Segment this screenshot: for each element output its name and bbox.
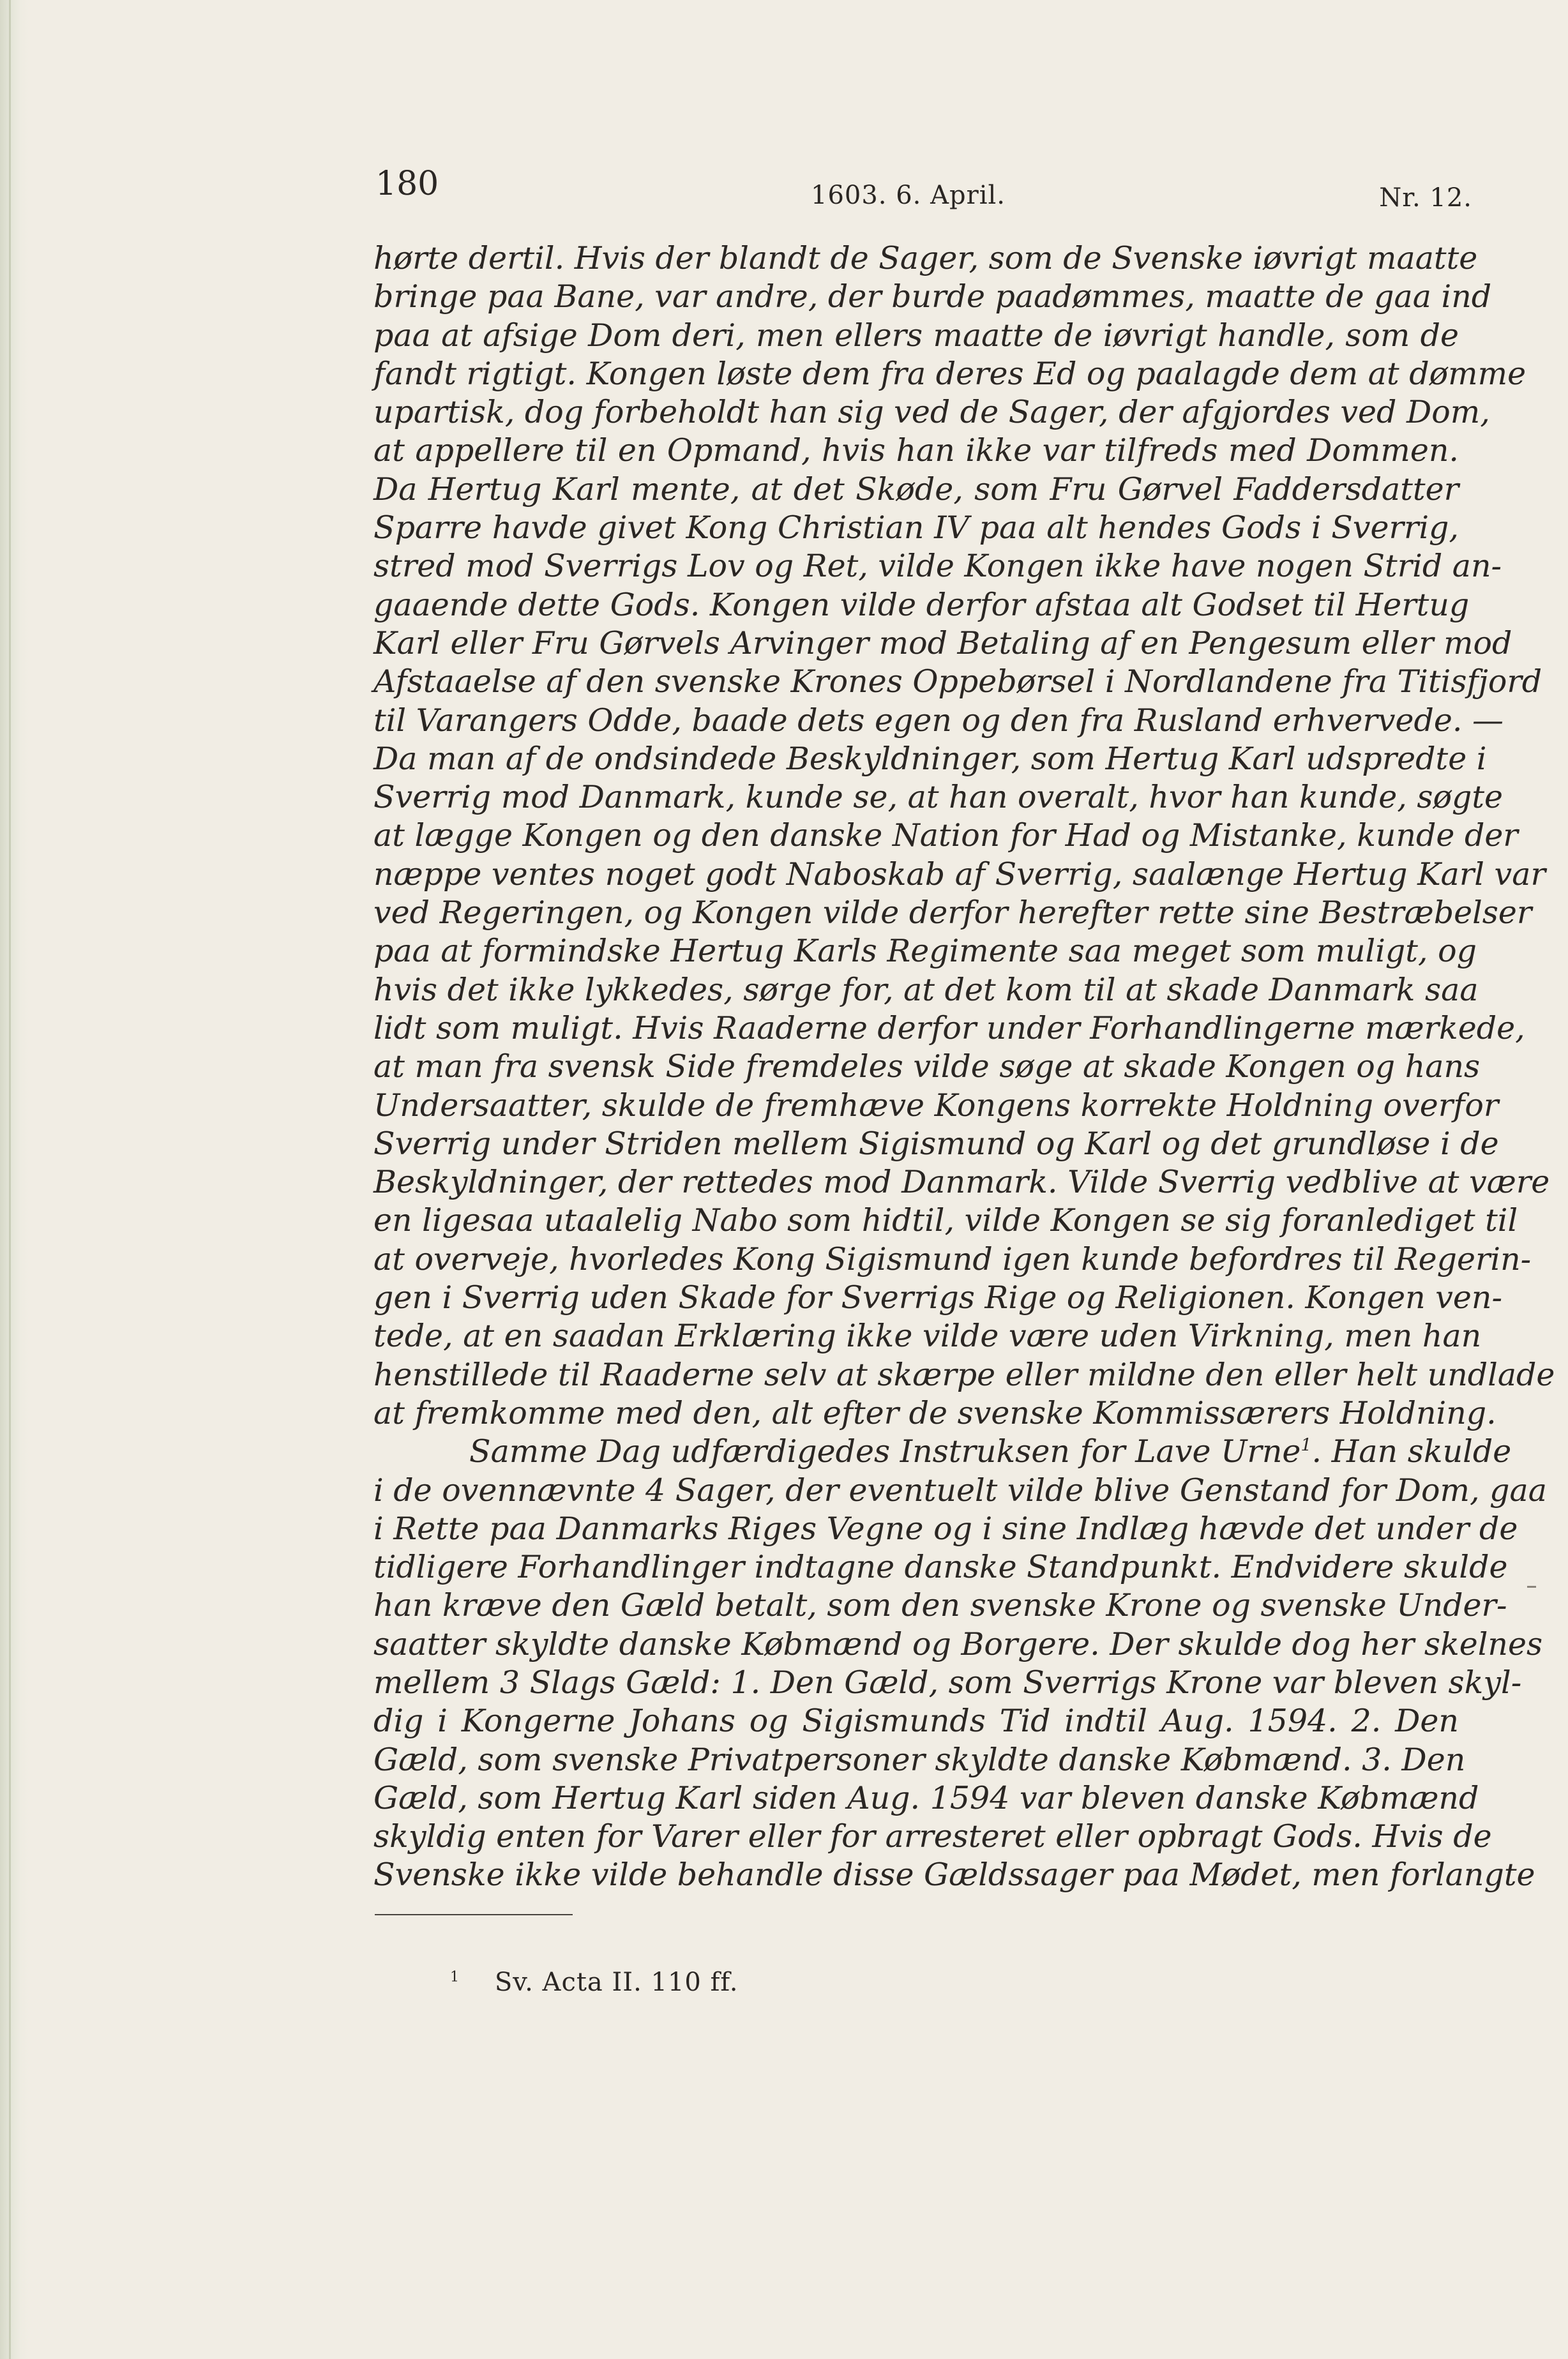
page-binding-edge xyxy=(0,0,29,2359)
body-text xyxy=(373,239,1555,1895)
text-line-content: tidligere Forhandlinger indtagne danske Standpunkt. Endvidere skulde xyxy=(373,1549,1508,1586)
text-line-content: at man fra svensk Side fremdeles vilde søge at skade Kongen og hans xyxy=(373,1048,1481,1085)
text-line xyxy=(373,1548,1508,1586)
text-line-content: hørte dertil. Hvis der blandt de Sager, som de Svenske iøvrigt maatte xyxy=(373,240,1478,276)
text-line xyxy=(373,1779,1479,1818)
footnote-marker: 1 xyxy=(450,1969,460,1986)
text-line-content: Sverrig mod Danmark, kunde se, at han overalt, hvor han kunde, søgte xyxy=(373,779,1504,816)
text-line xyxy=(373,509,1459,547)
footnote-reference: 1 xyxy=(1300,1435,1312,1456)
text-line-continuation: . Han skulde xyxy=(1311,1433,1512,1470)
text-line xyxy=(373,778,1504,817)
text-line-content: lidt som muligt. Hvis Raaderne derfor under Forhandlingerne mærkede, xyxy=(373,1009,1525,1046)
text-line xyxy=(373,1356,1555,1394)
text-line-content: ved Regeringen, og Kongen vilde derfor herefter rette sine Bestræbelser xyxy=(373,894,1532,931)
document-number: Nr. 12. xyxy=(1379,183,1472,213)
text-line xyxy=(373,355,1527,393)
footnote-text: Sv. Acta II. 110 ff. xyxy=(494,1968,739,1997)
text-line-content: i de ovennævnte 4 Sager, der eventuelt vilde blive Genstand for Dom, gaa xyxy=(373,1472,1547,1509)
text-line-content: Sparre havde givet Kong Christian IV paa alt hendes Gods i Sverrig, xyxy=(373,509,1459,546)
text-line xyxy=(373,1394,1496,1433)
text-line xyxy=(373,1472,1547,1510)
text-line-content: han kræve den Gæld betalt, som den svenske Krone og svenske Under- xyxy=(373,1587,1507,1624)
text-line xyxy=(373,1279,1503,1317)
text-line xyxy=(373,1818,1492,1856)
text-line xyxy=(373,317,1459,355)
text-line xyxy=(373,1009,1525,1048)
text-line xyxy=(373,624,1512,663)
text-line xyxy=(373,971,1479,1009)
text-line xyxy=(373,1202,1518,1240)
text-line-content: at fremkomme med den, alt efter de svenske Kommissærers Holdning. xyxy=(373,1394,1496,1431)
text-line xyxy=(373,1510,1518,1548)
text-line-content: at lægge Kongen og den danske Nation for Had og Mistanke, kunde der xyxy=(373,817,1518,854)
text-line-content: Gæld, som Hertug Karl siden Aug. 1594 var bleven danske Købmænd xyxy=(373,1779,1479,1816)
text-line-content: at appellere til en Opmand, hvis han ikke var tilfreds med Dommen. xyxy=(373,432,1459,469)
text-line-content: upartisk, dog forbeholdt han sig ved de Sager, der afgjordes ved Dom, xyxy=(373,394,1490,431)
text-line-content: skyldig enten for Varer eller for arresteret eller opbragt Gods. Hvis de xyxy=(373,1818,1492,1855)
text-line xyxy=(373,1741,1466,1779)
text-line xyxy=(373,855,1546,894)
text-line xyxy=(373,702,1504,740)
text-line xyxy=(373,1048,1481,1086)
text-line xyxy=(373,1625,1543,1664)
text-line-content: dig i Kongerne Johans og Sigismunds Tid indtil Aug. 1594. 2. Den xyxy=(373,1703,1459,1740)
text-line xyxy=(373,432,1459,470)
text-line-content: gaaende dette Gods. Kongen vilde derfor afstaa alt Godset til Hertug xyxy=(373,586,1470,623)
text-line-content: Afstaaelse af den svenske Krones Oppebørsel i Nordlandene fra Titisfjord xyxy=(373,663,1542,700)
text-line-content: i Rette paa Danmarks Riges Vegne og i sine Indlæg hævde det under de xyxy=(373,1510,1518,1547)
text-line xyxy=(373,547,1502,585)
text-line xyxy=(373,239,1478,278)
text-line xyxy=(373,1163,1550,1202)
binding-shadow-line xyxy=(9,0,11,2359)
text-line-content: Da Hertug Karl mente, at det Skøde, som Fru Gørvel Faddersdatter xyxy=(373,471,1459,508)
text-line xyxy=(373,1240,1532,1279)
text-line xyxy=(373,586,1470,624)
text-line xyxy=(373,894,1532,932)
text-line-content: en ligesaa utaalelig Nabo som hidtil, vilde Kongen se sig foranlediget til xyxy=(373,1202,1518,1239)
margin-mark xyxy=(1527,1586,1536,1588)
running-head-date: 1603. 6. April. xyxy=(811,181,1006,210)
text-line-content: til Varangers Odde, baade dets egen og den fra Rusland erhvervede. — xyxy=(373,702,1504,739)
text-line-content: Sverrig under Striden mellem Sigismund og Karl og det grundløse i de xyxy=(373,1125,1499,1162)
text-line-content: paa at formindske Hertug Karls Regimente saa meget som muligt, og xyxy=(373,933,1477,970)
text-line-content: næppe ventes noget godt Naboskab af Sverrig, saalænge Hertug Karl var xyxy=(373,855,1546,893)
footnote xyxy=(450,1966,738,1998)
text-line xyxy=(373,663,1542,701)
text-line-content: bringe paa Bane, var andre, der burde paadømmes, maatte de gaa ind xyxy=(373,278,1492,315)
text-line-content: hvis det ikke lykkedes, sørge for, at det kom til at skade Danmark saa xyxy=(373,971,1479,1008)
text-line xyxy=(373,393,1490,432)
text-line xyxy=(373,1856,1535,1894)
text-line xyxy=(373,278,1492,316)
text-line xyxy=(373,1702,1459,1740)
text-line-content: Svenske ikke vilde behandle disse Gældssager paa Mødet, men forlangte xyxy=(373,1857,1535,1894)
text-line xyxy=(373,471,1459,509)
text-line xyxy=(373,1125,1499,1163)
text-line xyxy=(373,740,1487,778)
page-number: 180 xyxy=(375,165,439,203)
text-line xyxy=(373,1433,1512,1471)
running-head xyxy=(375,165,1472,213)
text-line-content: Karl eller Fru Gørvels Arvinger mod Betaling af en Pengesum eller mod xyxy=(373,624,1512,661)
text-line-content: tede, at en saadan Erklæring ikke vilde være uden Virkning, men han xyxy=(373,1318,1482,1355)
text-line xyxy=(373,1087,1499,1125)
text-line-content: fandt rigtigt. Kongen løste dem fra deres Ed og paalagde dem at dømme xyxy=(373,355,1527,392)
text-line-content: stred mod Sverrigs Lov og Ret, vilde Kongen ikke have nogen Strid an- xyxy=(373,548,1502,585)
text-line-content: at overveje, hvorledes Kong Sigismund igen kunde befordres til Regerin- xyxy=(373,1240,1532,1277)
text-line-content: Undersaatter, skulde de fremhæve Kongens korrekte Holdning overfor xyxy=(373,1087,1499,1124)
text-line-content: paa at afsige Dom deri, men ellers maatte de iøvrigt handle, som de xyxy=(373,317,1459,354)
text-line xyxy=(373,932,1477,970)
text-line-content: Gæld, som svenske Privatpersoner skyldte danske Købmænd. 3. Den xyxy=(373,1741,1466,1778)
text-line-content: henstillede til Raaderne selv at skærpe eller mildne den eller helt undlade xyxy=(373,1356,1555,1393)
text-line xyxy=(373,1317,1482,1355)
text-line xyxy=(373,817,1518,855)
text-line-content: Beskyldninger, der rettedes mod Danmark. Vilde Sverrig vedblive at være xyxy=(373,1164,1550,1201)
text-line-content: Samme Dag udfærdigedes Instruksen for Lave Urne xyxy=(469,1433,1301,1470)
text-line xyxy=(373,1586,1507,1625)
text-line-content: mellem 3 Slags Gæld: 1. Den Gæld, som Sverrigs Krone var bleven skyl- xyxy=(373,1664,1522,1701)
text-line xyxy=(373,1664,1522,1702)
text-line-content: Da man af de ondsindede Beskyldninger, som Hertug Karl udspredte i xyxy=(373,740,1487,777)
text-line-content: saatter skyldte danske Købmænd og Borgere. Der skulde dog her skelnes xyxy=(373,1625,1543,1662)
footnote-divider xyxy=(375,1914,573,1915)
text-line-content: gen i Sverrig uden Skade for Sverrigs Rige og Religionen. Kongen ven- xyxy=(373,1279,1503,1316)
